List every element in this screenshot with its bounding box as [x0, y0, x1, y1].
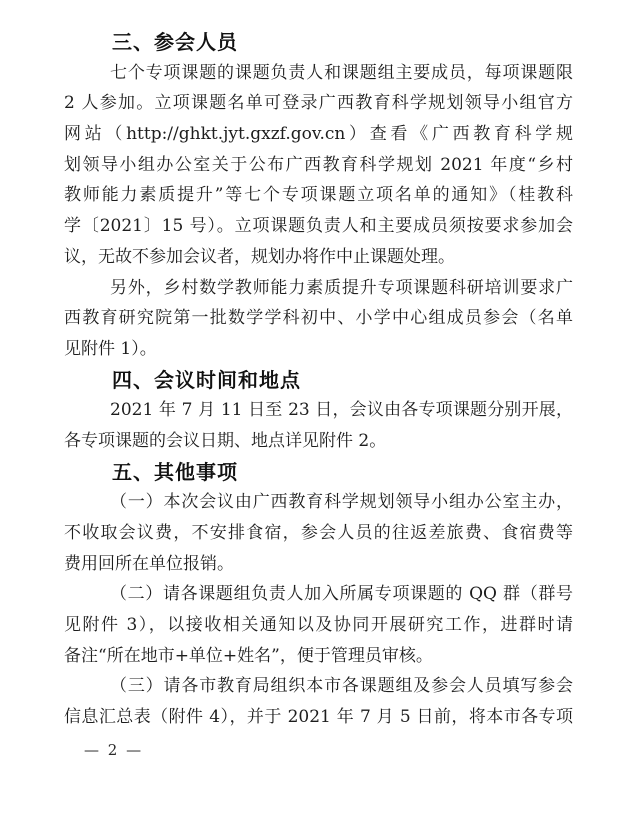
page-number: — 2 —: [84, 741, 144, 759]
text-line: 学〔2021〕15 号）。立项课题负责人和主要成员须按要求参加会: [64, 216, 573, 237]
text-line: 2021 年 7 月 11 日至 23 日，会议由各专项课题分别开展，: [110, 400, 573, 421]
text-line: 划领导小组办公室关于公布广西教育科学规划 2021 年度“乡村: [64, 154, 573, 175]
section-heading-other-matters: 五、其他事项: [112, 459, 238, 484]
text-line: 各专项课题的会议日期、地点详见附件 2。: [64, 430, 387, 451]
section-heading-participants: 三、参会人员: [112, 30, 238, 54]
text-line: 见附件 3），以接收相关通知以及协同开展研究工作，进群时请: [64, 615, 573, 636]
text-line: 费用回所在单位报销。: [64, 553, 234, 574]
section-heading-time-place: 四、会议时间和地点: [112, 367, 301, 392]
text-line: 不收取会议费，不安排食宿，参会人员的往返差旅费、食宿费等: [64, 523, 573, 543]
text-line: 2 人参加。立项课题名单可登录广西教育科学规划领导小组官方: [64, 93, 573, 114]
text-line: 议，无故不参加会议者，规划办将作中止课题处理。: [64, 246, 455, 267]
text-line: 教师能力素质提升”等七个专项课题立项名单的通知》（桂教科: [64, 185, 573, 206]
text-line: 备注“所在地市+单位+姓名”，便于管理员审核。: [64, 645, 433, 666]
text-line: 七个专项课题的课题负责人和课题组主要成员，每项课题限: [110, 62, 573, 83]
text-line: 西教育研究院第一批数学学科初中、小学中心组成员参会（名单: [64, 308, 573, 329]
document-body: [64, 27, 573, 733]
text-line: （二）请各课题组负责人加入所属专项课题的 QQ 群（群号: [110, 584, 573, 605]
text-line: （一）本次会议由广西教育科学规划领导小组办公室主办，: [110, 492, 573, 513]
text-line: 另外，乡村数学教师能力素质提升专项课题科研培训要求广: [110, 277, 573, 298]
text-line: （三）请各市教育局组织本市各课题组及参会人员填写参会: [110, 676, 573, 697]
text-line: 见附件 1）。: [64, 338, 157, 359]
text-line: 信息汇总表（附件 4），并于 2021 年 7 月 5 日前，将本市各专项: [64, 707, 573, 728]
text-line: 网站（http://ghkt.jyt.gxzf.gov.cn）查看《广西教育科学规: [64, 124, 573, 145]
